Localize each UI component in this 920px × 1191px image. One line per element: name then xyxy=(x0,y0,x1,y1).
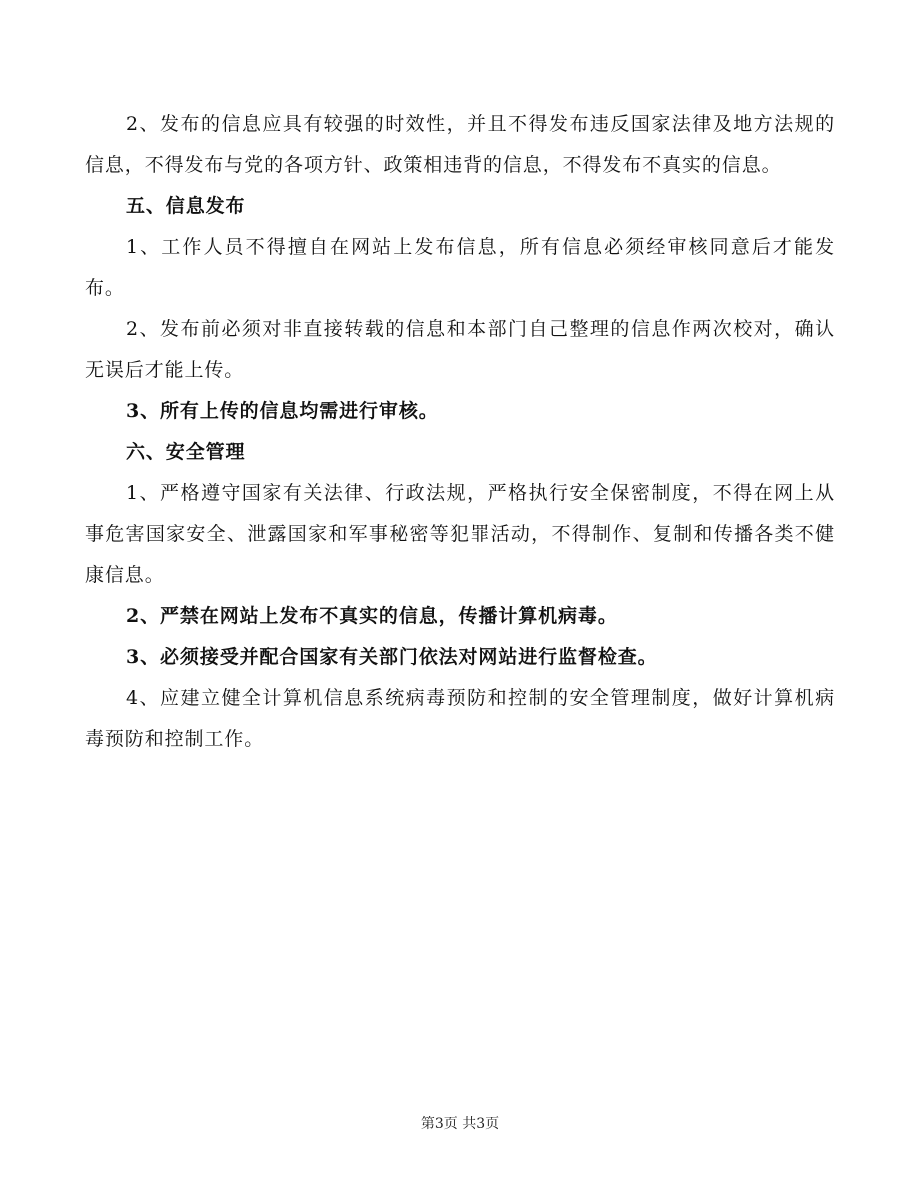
paragraph-publish-approval: 1、工作人员不得擅自在网站上发布信息，所有信息必须经审核同意后才能发布。 xyxy=(85,236,835,299)
paragraph-laws-compliance: 1、严格遵守国家有关法律、行政法规，严格执行安全保密制度，不得在网上从事危害国家安全、泄露国家和军事秘密等犯罪活动，不得制作、复制和传播各类不健康信息。 xyxy=(85,482,835,586)
section-heading-info-publishing: 五、信息发布 xyxy=(126,195,246,217)
document-body xyxy=(85,104,835,760)
paragraph-virus-prevention: 4、应建立健全计算机信息系统病毒预防和控制的安全管理制度，做好计算机病毒预防和控制工作。 xyxy=(85,687,835,750)
paragraph-review-required: 3、所有上传的信息均需进行审核。 xyxy=(126,400,439,422)
page-number-footer: 第3页 共3页 xyxy=(420,1116,500,1132)
paragraph-no-false-info: 2、严禁在网站上发布不真实的信息，传播计算机病毒。 xyxy=(126,605,618,627)
paragraph-proofreading: 2、发布前必须对非直接转载的信息和本部门自己整理的信息作两次校对，确认无误后才能上传。 xyxy=(85,318,835,381)
paragraph-timeliness: 2、发布的信息应具有较强的时效性，并且不得发布违反国家法律及地方法规的信息，不得发布与党的各项方针、政策相违背的信息，不得发布不真实的信息。 xyxy=(85,113,835,176)
paragraph-supervision: 3、必须接受并配合国家有关部门依法对网站进行监督检查。 xyxy=(126,646,658,668)
section-heading-security: 六、安全管理 xyxy=(126,441,246,463)
